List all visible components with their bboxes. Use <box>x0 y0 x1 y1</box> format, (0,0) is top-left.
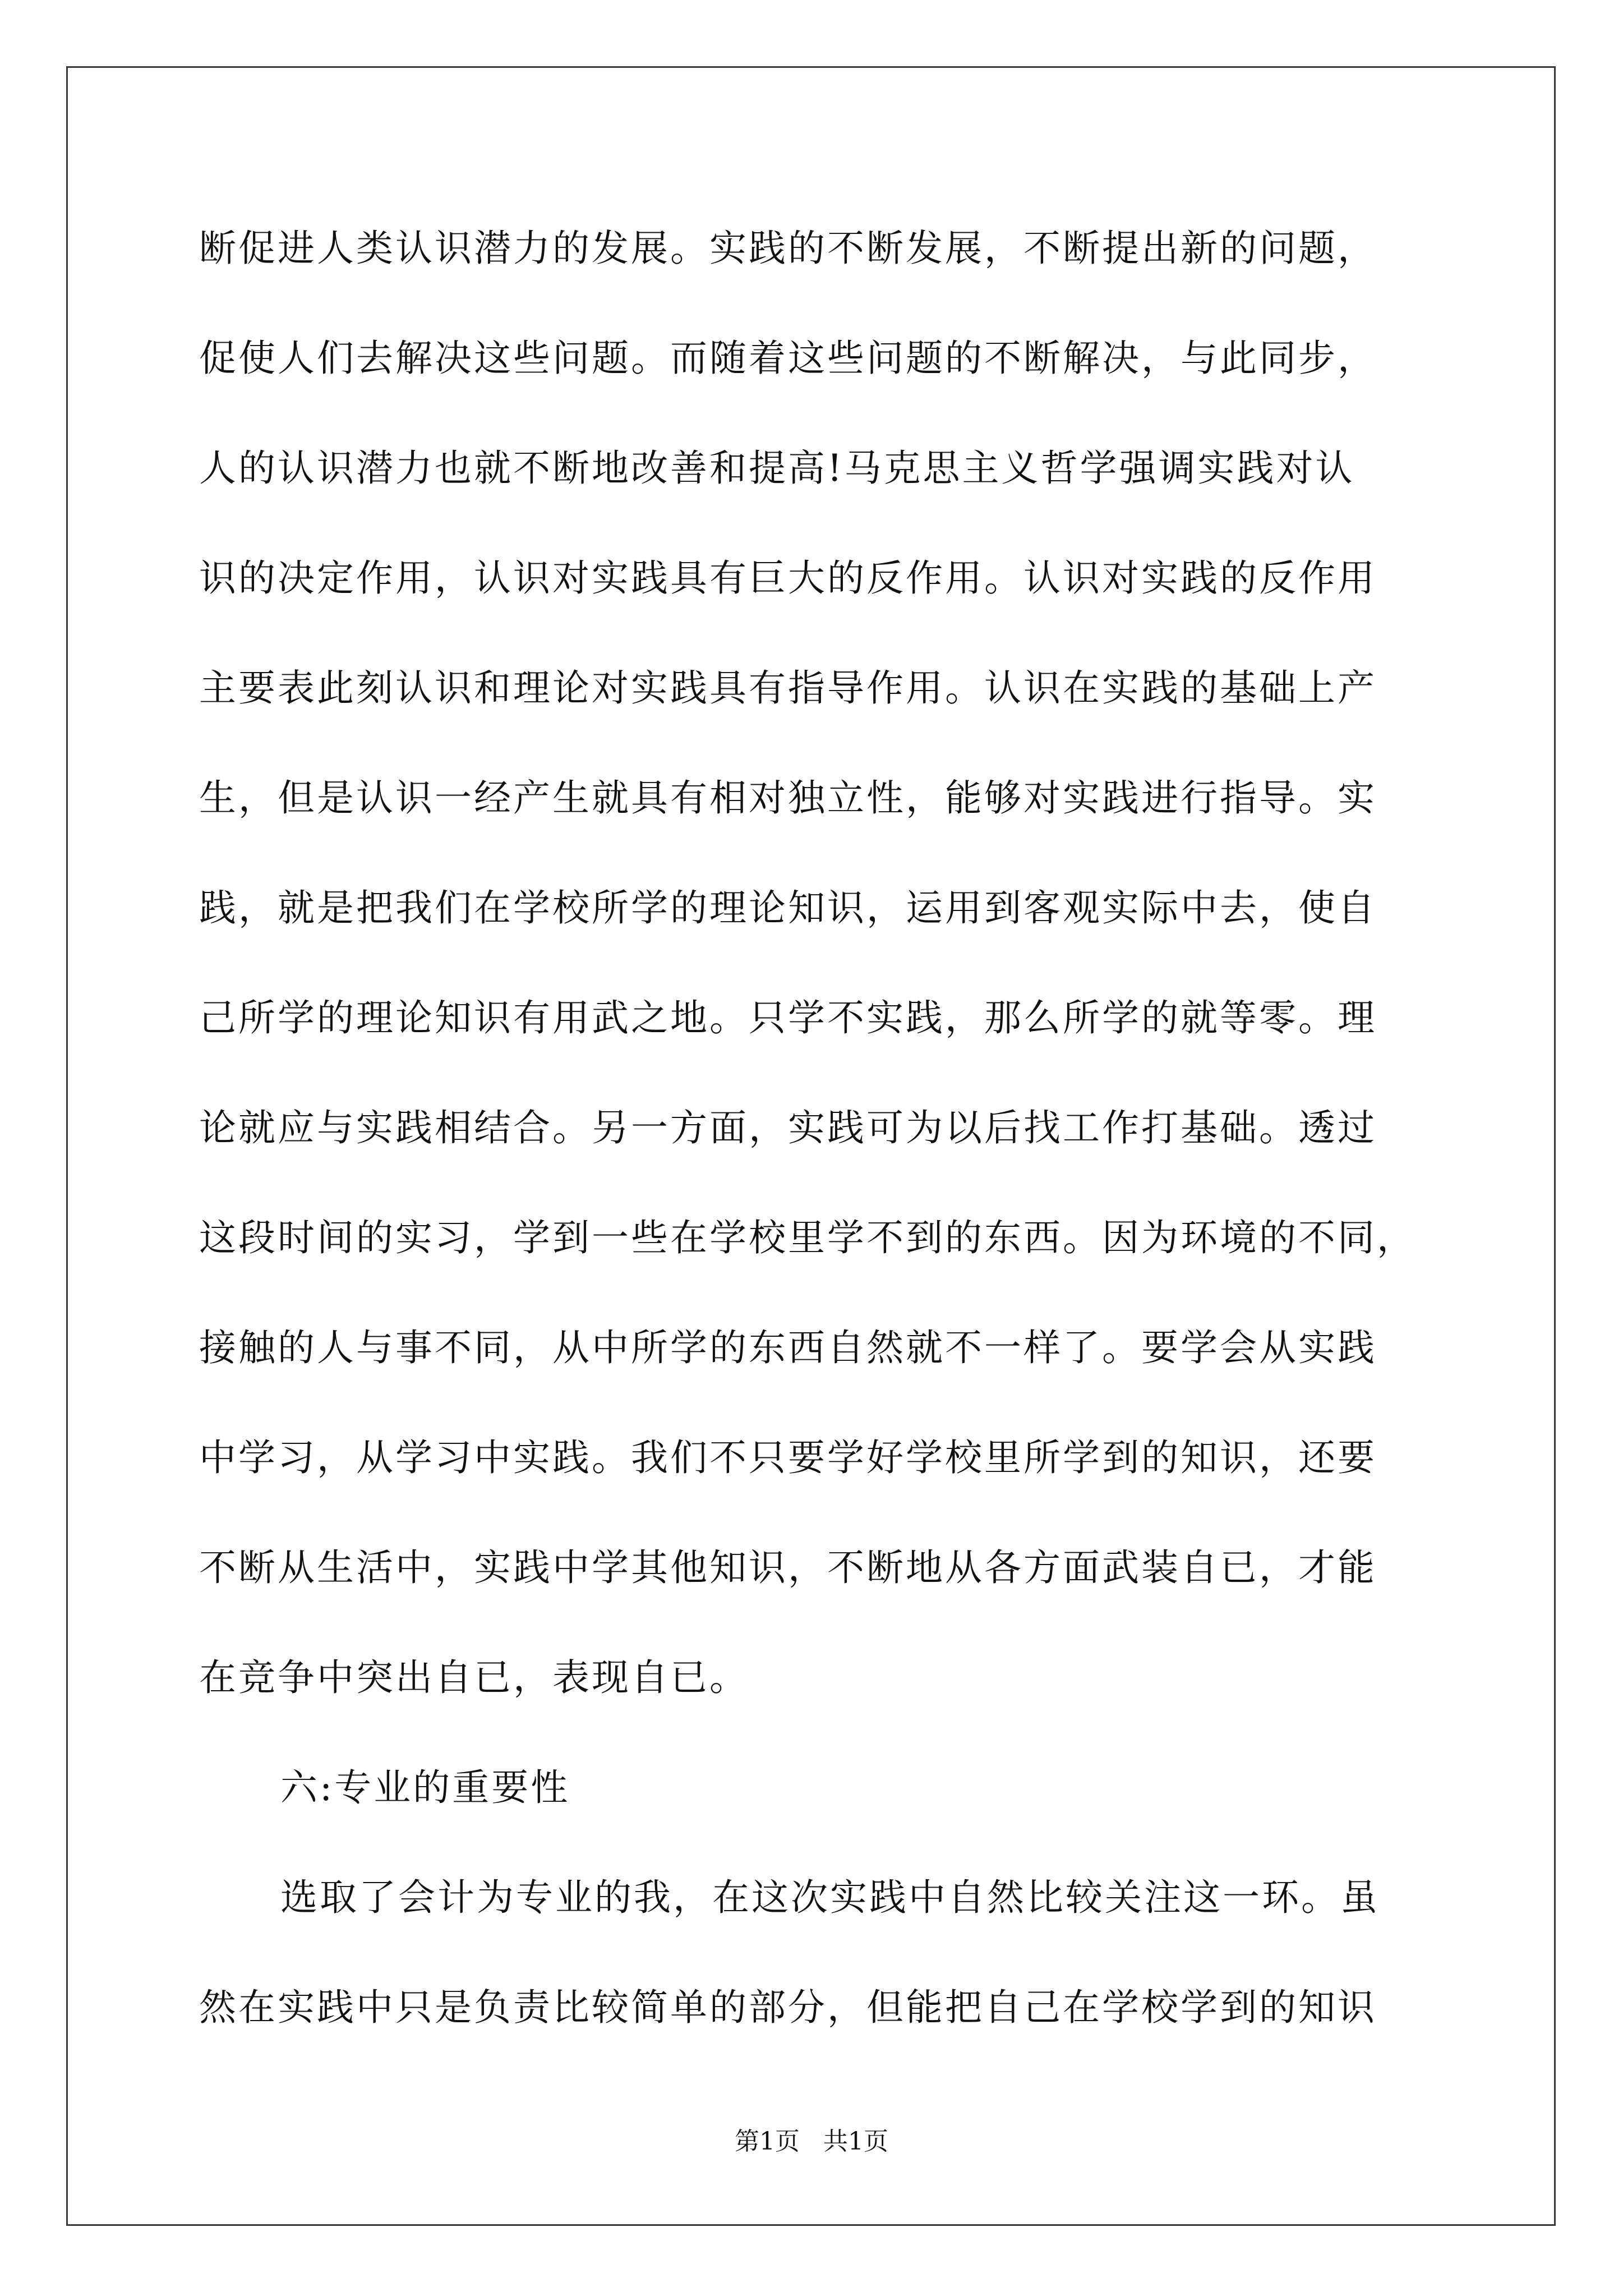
body-text-line-2: 促使人们去解决这些问题。而随着这些问题的不断解决，与此同步， <box>199 337 1377 380</box>
body-text-line-7: 践，就是把我们在学校所学的理论知识，运用到客观实际中去，使自 <box>199 886 1377 930</box>
body-text-line-13: 不断从生活中，实践中学其他知识，不断地从各方面武装自已，才能 <box>199 1546 1377 1589</box>
body-text-line-8: 己所学的理论知识有用武之地。只学不实践，那么所学的就等零。理 <box>199 996 1377 1039</box>
body-text-line-10: 这段时间的实习，学到一些在学校里学不到的东西。因为环境的不同， <box>199 1216 1416 1259</box>
page-number-footer: 第1页 共1页 <box>735 2127 888 2156</box>
section-text-line-1: 选取了会计为专业的我，在这次实践中自然比较关注这一环。虽 <box>280 1876 1380 1919</box>
body-text-line-3: 人的认识潜力也就不断地改善和提高!马克思主义哲学强调实践对认 <box>199 447 1355 490</box>
body-text-line-4: 识的决定作用，认识对实践具有巨大的反作用。认识对实践的反作用 <box>199 556 1377 600</box>
body-text-line-9: 论就应与实践相结合。另一方面，实践可为以后找工作打基础。透过 <box>199 1106 1377 1149</box>
section-text-line-2: 然在实践中只是负责比较简单的部分，但能把自己在学校学到的知识 <box>199 1986 1377 2029</box>
body-text-line-1: 断促进人类认识潜力的发展。实践的不断发展，不断提出新的问题， <box>199 227 1377 270</box>
body-text-line-5: 主要表此刻认识和理论对实践具有指导作用。认识在实践的基础上产 <box>199 666 1377 710</box>
body-text-line-11: 接触的人与事不同，从中所学的东西自然就不一样了。要学会从实践 <box>199 1326 1377 1369</box>
section-heading: 六:专业的重要性 <box>280 1766 570 1809</box>
body-text-line-6: 生，但是认识一经产生就具有相对独立性，能够对实践进行指导。实 <box>199 776 1377 820</box>
body-text-line-12: 中学习，从学习中实践。我们不只要学好学校里所学到的知识，还要 <box>199 1436 1377 1479</box>
body-text-line-14: 在竞争中突出自已，表现自已。 <box>199 1656 749 1699</box>
